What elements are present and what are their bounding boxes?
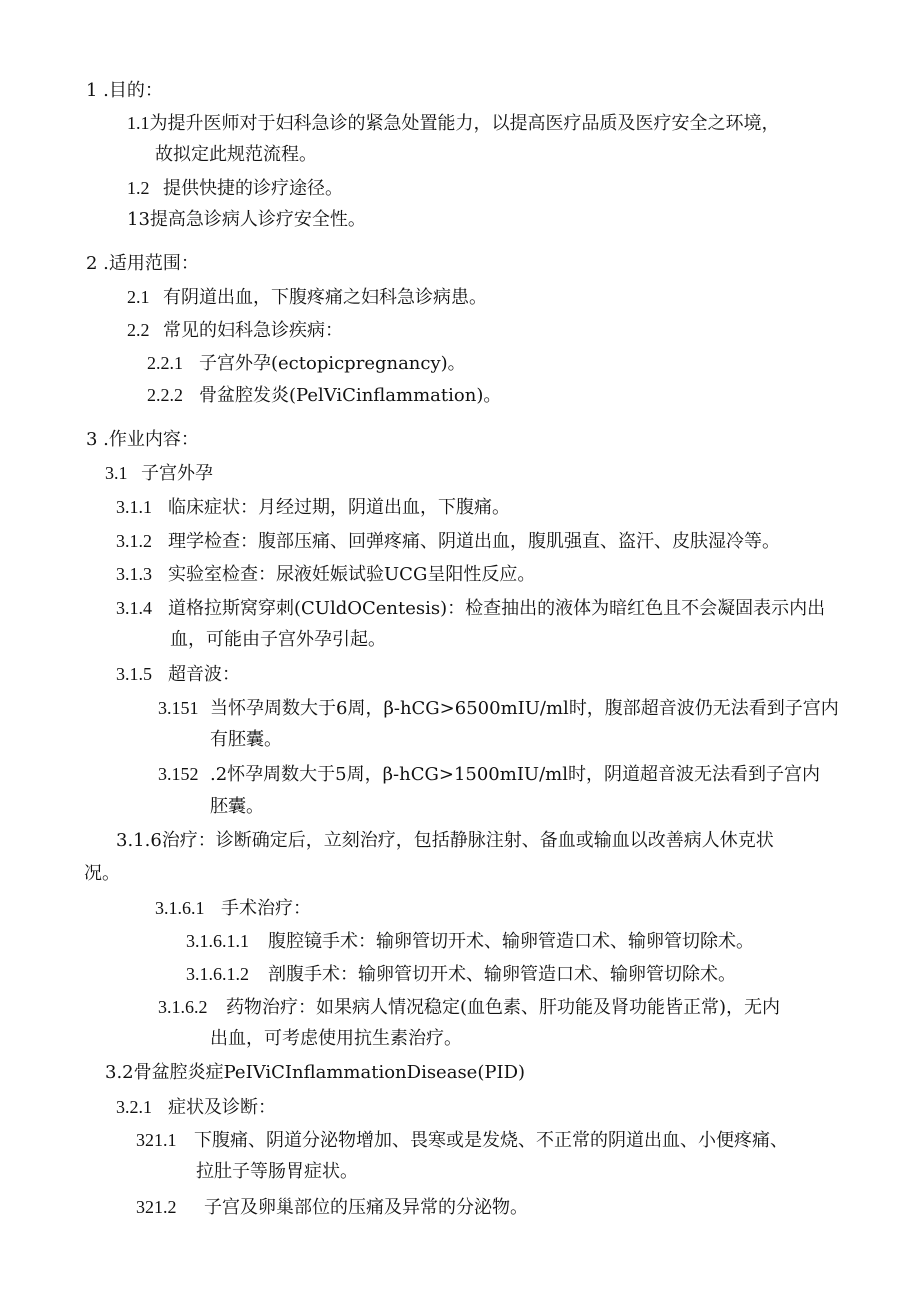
section-1-heading: [86, 78, 163, 104]
item-1-1-text-b: 故拟定此规范流程。: [155, 144, 317, 165]
item-3-1-3-text: 实验室检查：尿液妊娠试验UCG呈阳性反应。: [168, 564, 536, 585]
item-3-1-4-continuation: [170, 627, 386, 653]
item-3-151-text-b: 有胚囊。: [210, 729, 282, 750]
item-3-1-6-2-text-b: 出血，可考虑使用抗生素治疗。: [210, 1028, 462, 1049]
item-3-1-6-2-text-a: 药物治疗：如果病人情况稳定(血色素、肝功能及肾功能皆正常)，无内: [226, 997, 781, 1018]
item-2-2-number: 2.2: [127, 320, 150, 340]
item-3-151: [158, 695, 839, 722]
item-3-2-text: 3.2骨盆腔炎症PeIViCInflammationDisease(PID): [105, 1062, 526, 1083]
section-3-heading-text: 3 .作业内容：: [86, 429, 199, 450]
item-3-152-number: 3.152: [158, 764, 199, 784]
item-1-2-number: 1.2: [127, 178, 150, 198]
item-2-2-1-text: 子宫外孕(ectopicpregnancy)。: [199, 353, 466, 374]
item-2-2-1: [147, 350, 466, 377]
item-3-2: [105, 1060, 525, 1086]
item-3-2-1-text: 症状及诊断：: [168, 1097, 276, 1118]
section-1-heading-text: 1 .目的：: [86, 80, 163, 101]
item-3-152-continuation: [210, 794, 264, 820]
item-3-1-6-1-1-text: 腹腔镜手术：输卵管切开术、输卵管造口术、输卵管切除术。: [268, 931, 754, 952]
item-3-152-text-b: 胚囊。: [210, 796, 264, 817]
item-3-1-text: 子宫外孕: [141, 463, 213, 484]
item-1-2: [127, 175, 343, 202]
section-2-heading-text: 2 .适用范围：: [86, 253, 199, 274]
item-3-1-5-number: 3.1.5: [116, 664, 152, 684]
item-2-1: [127, 284, 487, 311]
item-1-1-text-a: 为提升医师对于妇科急诊的紧急处置能力，以提高医疗品质及医疗安全之环境，: [149, 113, 780, 134]
item-3-151-text-a: 当怀孕周数大于6周，β-hCG>6500mIU∕ml时，腹部超音波仍无法看到子宫内: [210, 698, 839, 719]
item-321-2-text: 子宫及卵巢部位的压痛及异常的分泌物。: [204, 1197, 528, 1218]
item-3-1-6-2-continuation: [210, 1026, 462, 1052]
item-3-1-5-text: 超音波：: [168, 664, 240, 685]
item-3-1-6-continuation: [84, 861, 120, 887]
item-1-1-continuation: [155, 142, 317, 168]
item-321-1-continuation: [196, 1159, 358, 1185]
item-3-1-1-text: 临床症状：月经过期，阴道出血，下腹痛。: [168, 497, 510, 518]
item-3-2-1: [116, 1094, 276, 1121]
item-3-1-6-2-number: 3.1.6.2: [158, 997, 208, 1017]
item-3-1-6-1-1: [186, 928, 754, 955]
item-3-1-2: [116, 528, 780, 555]
section-2-heading: [86, 251, 199, 277]
item-3-1-2-number: 3.1.2: [116, 531, 152, 551]
item-3-1-4-text-a: 道格拉斯窝穿刺(CUldOCentesis)：检查抽出的液体为暗红色且不会凝固表示内出: [168, 598, 826, 619]
item-2-2-2-text: 骨盆腔发炎(PelViCinflammation)。: [199, 385, 502, 406]
item-321-1: [136, 1127, 788, 1154]
item-3-1-4-number: 3.1.4: [116, 598, 152, 618]
item-3-1-6-text-a: 3.1.6治疗：诊断确定后，立刻治疗，包括静脉注射、备血或输血以改善病人休克状: [116, 830, 774, 851]
item-321-1-number: 321.1: [136, 1130, 177, 1150]
item-3-1-6-2: [158, 994, 780, 1021]
item-1-3: [127, 207, 366, 233]
item-3-1-6-1-text: 手术治疗：: [221, 898, 311, 919]
item-3-1-3-number: 3.1.3: [116, 564, 152, 584]
item-3-151-number: 3.151: [158, 698, 199, 718]
item-321-1-text-b: 拉肚子等肠胃症状。: [196, 1161, 358, 1182]
item-3-1-number: 3.1: [105, 463, 128, 483]
item-3-1-6-1-2-number: 3.1.6.1.2: [186, 964, 249, 984]
item-2-1-text: 有阴道出血，下腹疼痛之妇科急诊病患。: [163, 287, 487, 308]
item-3-1-6-text-b: 况。: [84, 863, 120, 884]
item-1-3-text: 13提高急诊病人诊疗安全性。: [127, 209, 366, 230]
item-2-2: [127, 317, 343, 344]
item-3-1-6: [116, 828, 774, 854]
item-3-152: [158, 761, 820, 788]
item-3-1-6-1-1-number: 3.1.6.1.1: [186, 931, 249, 951]
item-3-1-6-1: [155, 895, 311, 922]
item-3-1-1: [116, 494, 510, 521]
item-2-2-2-number: 2.2.2: [147, 385, 183, 405]
item-2-2-1-number: 2.2.1: [147, 353, 183, 373]
item-1-2-text: 提供快捷的诊疗途径。: [163, 178, 343, 199]
item-3-1-3: [116, 561, 535, 588]
item-3-1-6-1-number: 3.1.6.1: [155, 898, 205, 918]
item-3-1-4-text-b: 血，可能由子宫外孕引起。: [170, 629, 386, 650]
item-3-1-6-1-2: [186, 961, 736, 988]
item-3-1-5: [116, 661, 240, 688]
item-321-2: [136, 1194, 528, 1221]
item-321-2-number: 321.2: [136, 1197, 177, 1217]
item-3-1: [105, 460, 213, 487]
item-2-1-number: 2.1: [127, 287, 150, 307]
item-3-1-2-text: 理学检查：腹部压痛、回弹疼痛、阴道出血，腹肌强直、盗汗、皮肤湿冷等。: [168, 531, 780, 552]
item-1-1-number: 1.1: [127, 113, 150, 133]
item-2-2-2: [147, 382, 501, 409]
section-3-heading: [86, 427, 199, 453]
item-3-151-continuation: [210, 727, 282, 753]
item-3-1-6-1-2-text: 剖腹手术：输卵管切开术、输卵管造口术、输卵管切除术。: [268, 964, 736, 985]
item-3-152-text-a: .2怀孕周数大于5周，β-hCG>1500mIU∕ml时，阴道超音波无法看到子宫内: [210, 764, 820, 785]
item-3-1-1-number: 3.1.1: [116, 497, 152, 517]
item-321-1-text-a: 下腹痛、阴道分泌物增加、畏寒或是发烧、不正常的阴道出血、小便疼痛、: [194, 1130, 788, 1151]
item-2-2-text: 常见的妇科急诊疾病：: [163, 320, 343, 341]
item-3-2-1-number: 3.2.1: [116, 1097, 152, 1117]
item-1-1: [127, 110, 780, 137]
item-3-1-4: [116, 595, 825, 622]
